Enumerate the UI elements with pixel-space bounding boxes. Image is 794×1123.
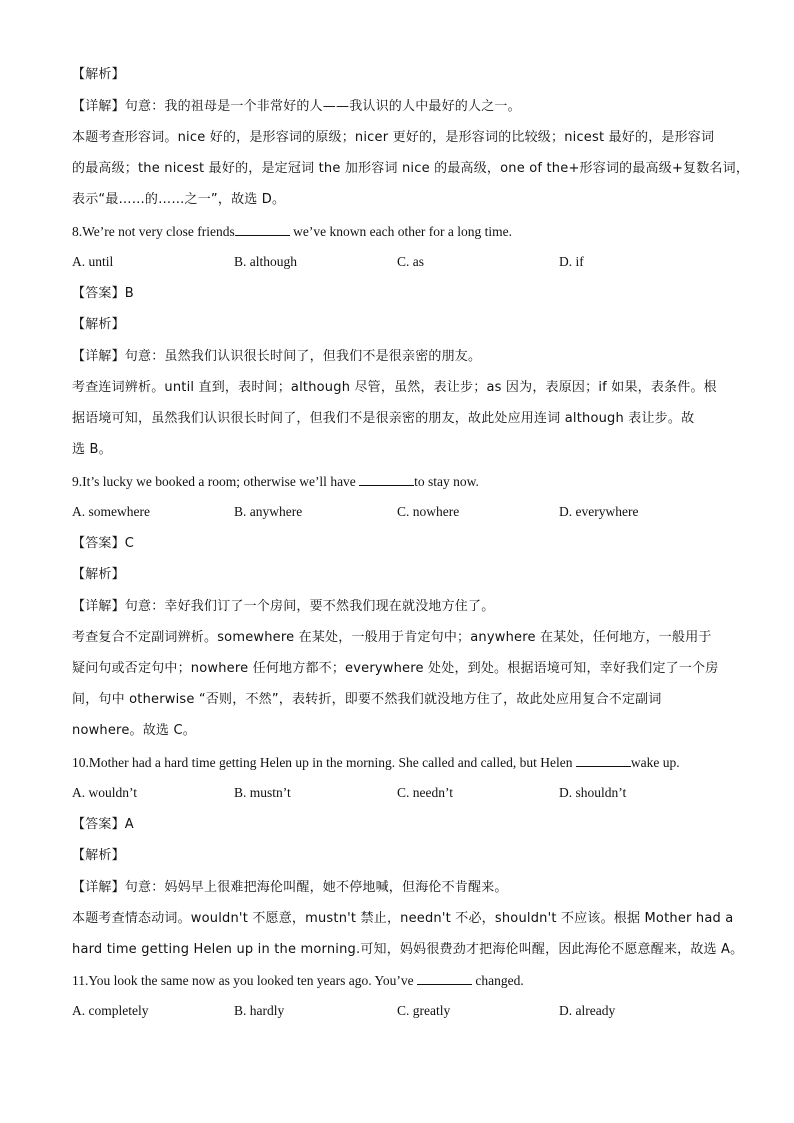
option-d: D. everywhere bbox=[559, 504, 639, 519]
question-9-options bbox=[72, 504, 772, 522]
option-c: C. nowhere bbox=[397, 504, 460, 519]
question-8-answer: 【答案】B bbox=[72, 286, 134, 301]
question-11-text: 11.You look the same now as you looked ten years ago. You’ve bbox=[72, 973, 417, 988]
answer-blank bbox=[235, 223, 290, 236]
question-8-explanation-line-3: 选 B。 bbox=[72, 442, 112, 457]
question-8 bbox=[72, 223, 512, 241]
question-9-detail: 【详解】句意：幸好我们订了一个房间，要不然我们现在就没地方住了。 bbox=[72, 599, 495, 614]
option-a: A. completely bbox=[72, 1003, 149, 1018]
option-b: B. anywhere bbox=[234, 504, 303, 519]
prev-explanation-line-3: 表示“最……的……之一”，故选 D。 bbox=[72, 192, 286, 207]
answer-blank bbox=[417, 972, 472, 985]
question-9-text-end: to stay now. bbox=[414, 474, 479, 489]
question-9-explanation-line-2: 疑问句或否定句中；nowhere 任何地方都不；everywhere 处处，到处。根据语境可知，幸好我们定了一个房 bbox=[72, 661, 719, 676]
prev-explanation-line-2: 的最高级；the nicest 最好的，是定冠词 the 加形容词 nice 的最高级，one of the+形容词的最高级+复数名词， bbox=[72, 161, 750, 176]
question-8-text-end: we’ve known each other for a long time. bbox=[289, 224, 513, 239]
question-10-options bbox=[72, 785, 772, 803]
prev-analysis-label: 【解析】 bbox=[72, 67, 125, 82]
question-9-explanation-line-1: 考查复合不定副词辨析。somewhere 在某处，一般用于肯定句中；anywhere 在某处，任何地方，一般用于 bbox=[72, 630, 712, 645]
question-10 bbox=[72, 754, 680, 772]
question-9-answer: 【答案】C bbox=[72, 536, 135, 551]
question-8-options bbox=[72, 254, 772, 272]
option-a: A. until bbox=[72, 254, 114, 269]
question-9-text: 9.It’s lucky we booked a room; otherwise we’ll have bbox=[72, 474, 360, 489]
question-9-explanation-line-3: 间，句中 otherwise “否则，不然”，表转折，即要不然我们就没地方住了，故此处应用复合不定副词 bbox=[72, 692, 662, 707]
question-11 bbox=[72, 972, 524, 990]
question-9 bbox=[72, 473, 479, 491]
option-d: D. already bbox=[559, 1003, 616, 1018]
question-10-explanation-line-1: 本题考查情态动词。wouldn't 不愿意，mustn't 禁止，needn't 不必，shouldn't 不应该。根据 Mother had a bbox=[72, 911, 734, 926]
option-d: D. if bbox=[559, 254, 584, 269]
option-c: C. greatly bbox=[397, 1003, 451, 1018]
question-10-text-end: wake up. bbox=[630, 755, 680, 770]
answer-blank bbox=[576, 754, 631, 767]
question-11-text-end: changed. bbox=[471, 973, 524, 988]
option-c: C. needn’t bbox=[397, 785, 453, 800]
question-9-analysis-label: 【解析】 bbox=[72, 567, 125, 582]
question-10-explanation-line-2: hard time getting Helen up in the morning.可知，妈妈很费劲才把海伦叫醒，因此海伦不愿意醒来，故选 A。 bbox=[72, 942, 744, 957]
prev-detail: 【详解】句意：我的祖母是一个非常好的人——我认识的人中最好的人之一。 bbox=[72, 99, 521, 114]
option-b: B. hardly bbox=[234, 1003, 285, 1018]
question-8-text: 8.We’re not very close friends bbox=[72, 224, 235, 239]
option-a: A. wouldn’t bbox=[72, 785, 138, 800]
question-8-detail: 【详解】句意：虽然我们认识很长时间了，但我们不是很亲密的朋友。 bbox=[72, 349, 482, 364]
question-8-explanation-line-1: 考查连词辨析。until 直到，表时间；although 尽管，虽然，表让步；as 因为，表原因；if 如果，表条件。根 bbox=[72, 380, 717, 395]
option-d: D. shouldn’t bbox=[559, 785, 627, 800]
question-10-answer: 【答案】A bbox=[72, 817, 134, 832]
question-10-analysis-label: 【解析】 bbox=[72, 848, 125, 863]
option-a: A. somewhere bbox=[72, 504, 150, 519]
question-10-detail: 【详解】句意：妈妈早上很难把海伦叫醒，她不停地喊，但海伦不肯醒来。 bbox=[72, 880, 508, 895]
option-b: B. although bbox=[234, 254, 297, 269]
prev-explanation-line-1: 本题考查形容词。nice 好的，是形容词的原级；nicer 更好的，是形容词的比较级；nicest 最好的，是形容词 bbox=[72, 130, 715, 145]
question-10-text: 10.Mother had a hard time getting Helen up in the morning. She called and called, but Helen bbox=[72, 755, 576, 770]
option-b: B. mustn’t bbox=[234, 785, 291, 800]
question-8-analysis-label: 【解析】 bbox=[72, 317, 125, 332]
question-11-options bbox=[72, 1003, 772, 1021]
answer-blank bbox=[359, 473, 414, 486]
question-8-explanation-line-2: 据语境可知，虽然我们认识很长时间了，但我们不是很亲密的朋友，故此处应用连词 although 表让步。故 bbox=[72, 411, 695, 426]
question-9-explanation-line-4: nowhere。故选 C。 bbox=[72, 723, 196, 738]
option-c: C. as bbox=[397, 254, 424, 269]
